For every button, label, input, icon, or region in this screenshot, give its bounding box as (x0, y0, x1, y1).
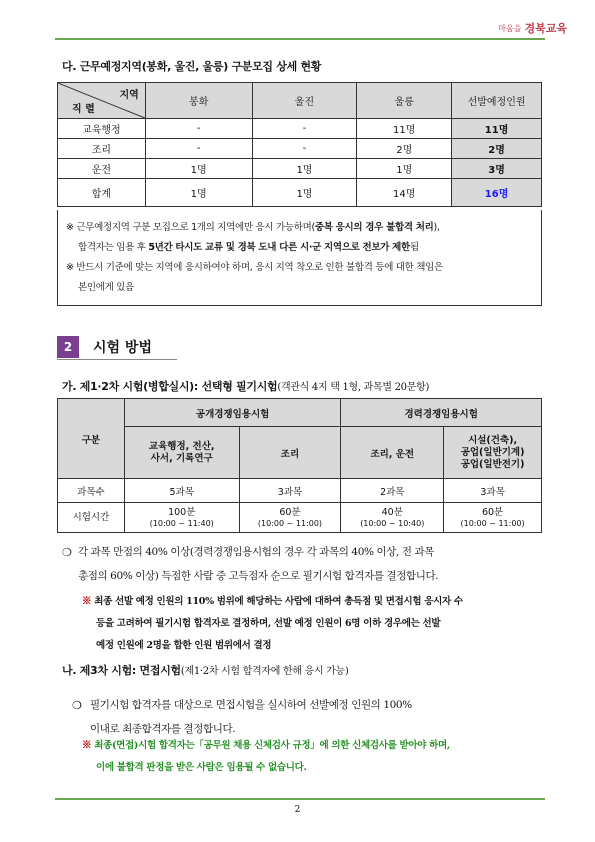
row-label: 운전 (58, 159, 146, 179)
table-cell: 1명 (145, 179, 252, 207)
paragraph-line: 각 과목 만점의 40% 이상(경력경쟁임용시험의 경우 각 과목의 40% 이상, 전 과목 (78, 546, 435, 558)
table-cell: 1명 (357, 159, 452, 179)
row-label: 조리 (58, 139, 146, 159)
table-cell: 2명 (357, 139, 452, 159)
row-label: 합계 (58, 179, 146, 207)
bottom-rule (55, 798, 545, 800)
column-header: 봉화 (145, 83, 252, 119)
grand-total-cell: 16명 (452, 179, 542, 207)
corner-job-label: 직 렬 (72, 104, 95, 115)
row-label: 교육행정 (58, 119, 146, 139)
total-cell: 11명 (452, 119, 542, 139)
column-header: 울릉 (357, 83, 452, 119)
table-cell: 100분 (10:00 ~ 11:40) (124, 503, 239, 533)
table-cell: 1명 (252, 179, 357, 207)
group-header: 경력경쟁임용시험 (341, 399, 542, 427)
group-header: 공개경쟁임용시험 (124, 399, 341, 427)
header-logo (498, 20, 567, 36)
table-cell: - (252, 119, 357, 139)
note-line: 본인에게 있음 (78, 282, 134, 293)
table-subheader-row (58, 427, 542, 479)
table-cell: 3과목 (239, 479, 341, 503)
table-cell: 60분 (10:00 ~ 11:00) (444, 503, 542, 533)
note-emphasis: 중복 응시의 경우 불합격 처리 (314, 222, 434, 233)
table-cell: - (252, 139, 357, 159)
table-cell: 2과목 (341, 479, 444, 503)
section-number-badge: 2 (57, 336, 79, 358)
logo-text: 경북교육 (524, 22, 567, 35)
exam-method-table (57, 398, 542, 533)
table-cell: 40분 (10:00 ~ 10:40) (341, 503, 444, 533)
table-cell: 11명 (357, 119, 452, 139)
column-header: 조리, 운전 (341, 427, 444, 479)
table-header-row (58, 399, 542, 427)
subsection-na-title: 나. 제3차 시험: 면접시험(제1·2차 시험 합격자에 한해 응시 가능) (62, 664, 349, 677)
bullet-icon: ❍ (62, 546, 72, 559)
section-underline (57, 359, 177, 360)
table-row-total (58, 179, 542, 207)
note-line: ※ 근무예정지역 구분 모집으로 1개의 지역에만 응시 가능하며(중복 응시의 경우 불합격 처리), (66, 222, 440, 233)
section-d-title: 다. 근무예정지역(봉화, 울진, 울릉) 구분모집 상세 현황 (62, 60, 322, 73)
note-line: 합격자는 임용 후 5년간 타시도 교류 및 경북 도내 다른 시·군 지역으로 전보가 제한됨 (78, 242, 419, 253)
table-cell: - (145, 119, 252, 139)
logo-mark: 마음을 (498, 23, 522, 33)
table-cell: 60분 (10:00 ~ 11:00) (239, 503, 341, 533)
table-cell: 5과목 (124, 479, 239, 503)
row-label: 시험시간 (58, 503, 125, 533)
row-label: 과목수 (58, 479, 125, 503)
warning-note: ※ 최종 선발 예정 인원의 110% 범위에 해당하는 사람에 대하여 총득점 및 면접시험 응시자 수 등을 고려하여 필기시험 합격자로 결정하며, 선발 예정 인원이 6명 이하 경우에는 선발 예정 인원에 2명을 합한 인원 범위에서 결정 (82, 596, 463, 651)
table-cell: 3과목 (444, 479, 542, 503)
paragraph-line: 필기시험 합격자를 대상으로 면접시험을 실시하여 선발예정 인원의 100% (90, 699, 412, 711)
corner-region-label: 지역 (119, 90, 139, 101)
paragraph-line: 이내로 최종합격자를 결정합니다. (90, 723, 236, 735)
notes-box (57, 210, 542, 306)
physical-exam-note: ※ 최종(면접)시험 합격자는「공무원 채용 신체검사 규정」에 의한 신체검사를 받아야 하며, 이에 불합격 판정을 받은 사람은 임용될 수 없습니다. (82, 740, 450, 773)
table-cell: 14명 (357, 179, 452, 207)
column-header: 울진 (252, 83, 357, 119)
table-header-row (58, 83, 542, 119)
column-header: 선발예정인원 (452, 83, 542, 119)
paragraph-line: 총점의 60% 이상) 득점한 사람 중 고득점자 순으로 필기시험 합격자를 결정합니다. (78, 570, 439, 582)
table-row (58, 479, 542, 503)
total-cell: 2명 (452, 139, 542, 159)
region-recruitment-table (57, 82, 542, 207)
gubun-header: 구분 (58, 399, 125, 479)
note-mark-icon: ※ (82, 740, 92, 751)
table-row (58, 159, 542, 179)
table-cell: - (145, 139, 252, 159)
page-number: 2 (294, 805, 301, 815)
total-cell: 3명 (452, 159, 542, 179)
column-header: 시설(건축), 공업(일반기계) 공업(일반전기) (444, 427, 542, 479)
column-header: 교육행정, 전산, 사서, 기록연구 (124, 427, 239, 479)
table-row (58, 503, 542, 533)
subsection-ga-title: 가. 제1·2차 시험(병합실시): 선택형 필기시험(객관식 4지 택 1형, 과목별 20문항) (62, 380, 430, 393)
diagonal-header-cell (58, 83, 146, 119)
top-rule (55, 38, 545, 40)
table-row (58, 119, 542, 139)
table-cell: 1명 (252, 159, 357, 179)
section-2-heading (57, 336, 152, 358)
note-line: ※ 반드시 기준에 맞는 지역에 응시하여야 하며, 응시 지역 착오로 인한 불합격 등에 대한 책임은 (66, 262, 443, 273)
note-emphasis: 5년간 타시도 교류 및 경북 도내 다른 시·군 지역으로 전보가 제한 (148, 242, 410, 253)
table-cell: 1명 (145, 159, 252, 179)
column-header: 조리 (239, 427, 341, 479)
bullet-icon: ❍ (72, 699, 82, 712)
table-row (58, 139, 542, 159)
note-mark-icon: ※ (82, 596, 92, 607)
section-title: 시험 방법 (93, 340, 152, 356)
